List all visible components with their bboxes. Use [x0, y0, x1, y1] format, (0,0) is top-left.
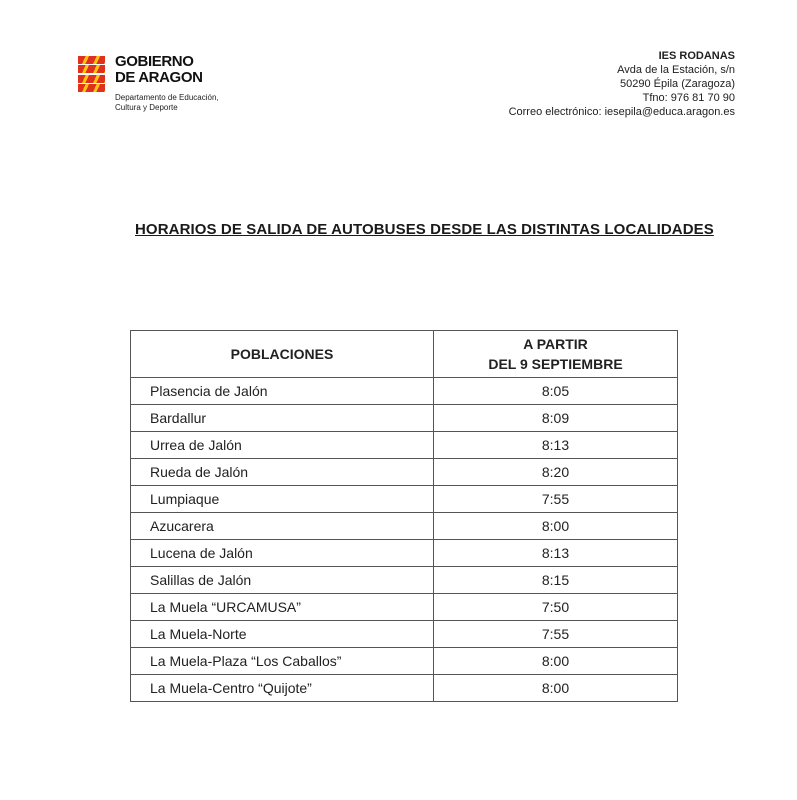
hora-cell: 8:09 — [434, 405, 678, 432]
poblacion-cell: Bardallur — [131, 405, 434, 432]
contact-address-line2: 50290 Épila (Zaragoza) — [620, 78, 735, 90]
poblacion-cell: Plasencia de Jalón — [131, 378, 434, 405]
flag-band — [78, 56, 105, 64]
contact-block — [509, 49, 735, 119]
flag-band — [78, 75, 105, 83]
table-row — [131, 378, 678, 405]
contact-phone: Tfno: 976 81 70 90 — [642, 92, 735, 104]
hora-cell: 7:55 — [434, 621, 678, 648]
gobierno-aragon-logo — [78, 54, 219, 113]
table-row — [131, 540, 678, 567]
logo-subtitle-line1: Departamento de Educación, — [115, 93, 219, 102]
poblacion-cell: La Muela “URCAMUSA” — [131, 594, 434, 621]
hora-cell: 8:05 — [434, 378, 678, 405]
table-header-row — [131, 331, 678, 378]
hora-cell: 7:50 — [434, 594, 678, 621]
hora-cell: 8:15 — [434, 567, 678, 594]
logo-subtitle-line2: Cultura y Deporte — [115, 103, 178, 112]
poblacion-cell: Lucena de Jalón — [131, 540, 434, 567]
poblacion-cell: La Muela-Centro “Quijote” — [131, 675, 434, 702]
poblacion-cell: Lumpiaque — [131, 486, 434, 513]
hora-cell: 8:13 — [434, 432, 678, 459]
hora-cell: 8:20 — [434, 459, 678, 486]
table-row — [131, 621, 678, 648]
table-row — [131, 405, 678, 432]
contact-email: Correo electrónico: iesepila@educa.aragon.es — [508, 106, 735, 118]
table-row — [131, 432, 678, 459]
table-row — [131, 459, 678, 486]
hora-header — [434, 331, 678, 378]
table-row — [131, 648, 678, 675]
poblaciones-header: POBLACIONES — [131, 331, 434, 378]
table-row — [131, 486, 678, 513]
hora-cell: 8:00 — [434, 513, 678, 540]
contact-address-line1: Avda de la Estación, s/n — [617, 64, 735, 76]
page-title: HORARIOS DE SALIDA DE AUTOBUSES DESDE LAS DISTINTAS LOCALIDADES — [135, 221, 714, 238]
schedule-table-body — [131, 378, 678, 702]
poblacion-cell: Azucarera — [131, 513, 434, 540]
table-row — [131, 567, 678, 594]
hora-cell: 8:00 — [434, 648, 678, 675]
hora-cell: 8:00 — [434, 675, 678, 702]
poblacion-cell: La Muela-Norte — [131, 621, 434, 648]
table-row — [131, 513, 678, 540]
logo-title-line1: GOBIERNO — [115, 53, 194, 70]
poblacion-cell: Salillas de Jalón — [131, 567, 434, 594]
flag-band — [78, 65, 105, 73]
poblacion-cell: La Muela-Plaza “Los Caballos” — [131, 648, 434, 675]
contact-name: IES RODANAS — [658, 50, 735, 62]
hora-cell: 7:55 — [434, 486, 678, 513]
hora-cell: 8:13 — [434, 540, 678, 567]
hora-header-line1: A PARTIR — [523, 336, 588, 352]
schedule-table — [130, 330, 678, 702]
poblacion-cell: Urrea de Jalón — [131, 432, 434, 459]
flag-band — [78, 84, 105, 92]
aragon-flag-icon — [78, 56, 105, 92]
logo-title-line2: DE ARAGON — [115, 69, 203, 86]
hora-header-line2: DEL 9 SEPTIEMBRE — [488, 356, 623, 372]
poblacion-cell: Rueda de Jalón — [131, 459, 434, 486]
table-row — [131, 594, 678, 621]
table-row — [131, 675, 678, 702]
